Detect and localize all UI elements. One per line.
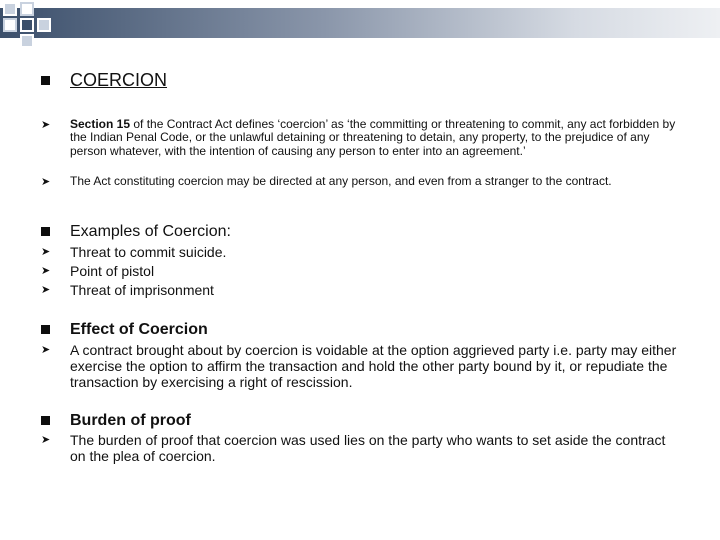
header-band <box>0 8 720 38</box>
section-ref: Section 15 <box>70 117 131 131</box>
arrowhead-bullet-icon: ➤ <box>41 344 51 356</box>
definition-body: of the Contract Act defines ‘coercion’ as ‘the committing or threatening to commit, any act forbidden by the Indian Penal Code, or the unlawful detaining or threatening to detain, any property, to the prejudice of any person whatever, with the intention of causing any person to enter into an agreement.’ <box>70 117 676 158</box>
burden-heading: Burden of proof <box>70 412 191 429</box>
arrowhead-bullet-icon: ➤ <box>41 434 51 446</box>
example-item: Threat of imprisonment <box>70 282 214 298</box>
arrowhead-bullet-icon: ➤ <box>41 119 51 131</box>
effect-text: A contract brought about by coercion is voidable at the option aggrieved party i.e. party may either exercise the option to affirm the transaction and hold the other party bound by it, or repudiate the transaction by exercising a right of rescission. <box>70 342 677 390</box>
square-bullet-icon <box>41 76 50 85</box>
example-item: Point of pistol <box>70 263 155 279</box>
example-item: Threat to commit suicide. <box>70 244 227 260</box>
effect-heading: Effect of Coercion <box>70 321 208 338</box>
arrowhead-bullet-icon: ➤ <box>41 284 51 296</box>
stranger-note-text: The Act constituting coercion may be directed at any person, and even from a stranger to the contract. <box>70 174 612 188</box>
arrowhead-bullet-icon: ➤ <box>41 265 51 277</box>
square-bullet-icon <box>41 325 50 334</box>
arrowhead-bullet-icon: ➤ <box>41 176 51 188</box>
square-bullet-icon <box>41 227 50 236</box>
square-bullet-icon <box>41 416 50 425</box>
burden-text: The burden of proof that coercion was used lies on the party who wants to set aside the contract on the plea of coercion. <box>70 432 666 464</box>
slide-title: COERCION <box>70 70 168 90</box>
examples-heading: Examples of Coercion: <box>70 223 231 240</box>
arrowhead-bullet-icon: ➤ <box>41 246 51 258</box>
decorative-squares-logo <box>0 0 60 48</box>
definition-text <box>70 118 680 158</box>
